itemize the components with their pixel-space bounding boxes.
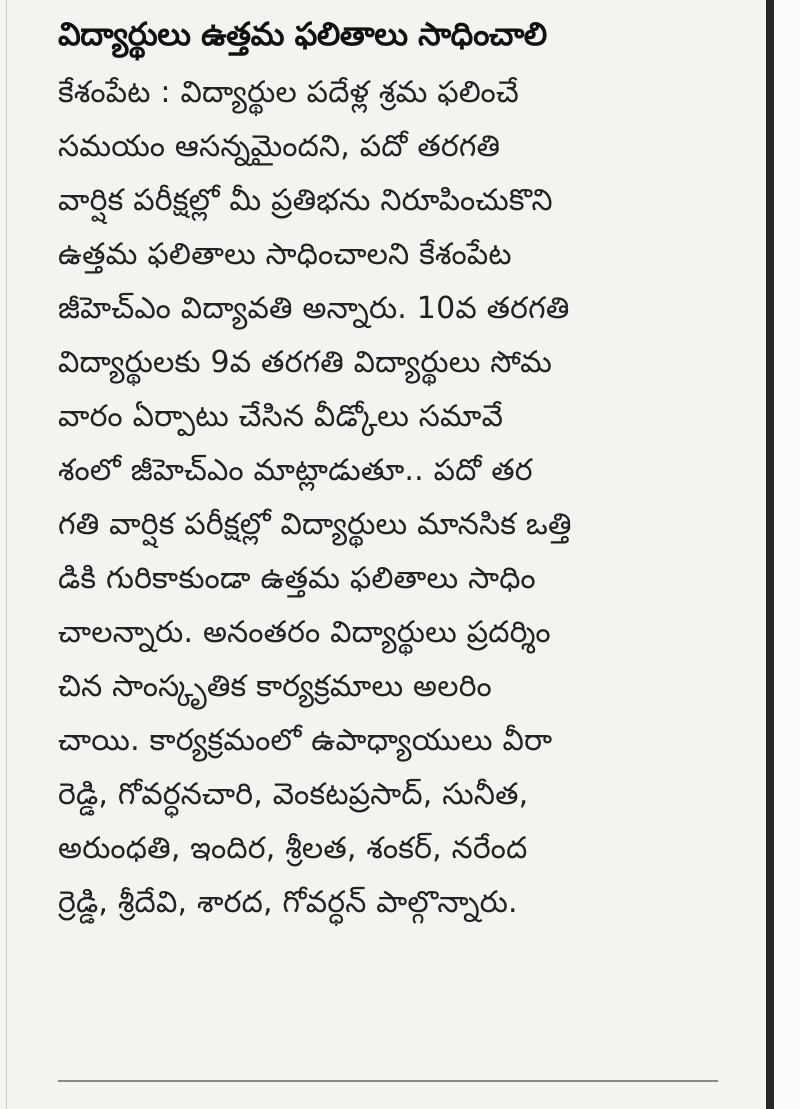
headline: విద్యార్థులు ఉత్తమ ఫలితాలు సాధించాలి	[58, 15, 547, 53]
article-line: వారం ఏర్పాటు చేసిన వీడ్కోలు సమావే	[58, 399, 504, 434]
article-line: చాయి. కార్యక్రమంలో ఉపాధ్యాయులు వీరా	[58, 723, 553, 758]
article-line: చాలన్నారు. అనంతరం విద్యార్థులు ప్రదర్శిం	[58, 615, 551, 650]
article-line: సమయం ఆసన్నమైందని, పదో తరగతి	[58, 129, 501, 164]
article-line: ఉత్తమ ఫలితాలు సాధించాలని కేశంపేట	[58, 237, 512, 272]
column-rule	[766, 0, 774, 1109]
bottom-rule	[58, 1080, 718, 1082]
article-line: వార్షిక పరీక్షల్లో మీ ప్రతిభను నిరూపించుకొని	[58, 183, 553, 218]
article-line: గతి వార్షిక పరీక్షల్లో విద్యార్థులు మానసిక ఒత్తి	[58, 507, 572, 542]
left-border	[6, 0, 7, 1109]
article-body	[58, 66, 748, 930]
article-line: కేశంపేట : విద్యార్థుల పదేళ్ల శ్రమ ఫలించే	[58, 75, 519, 110]
article-line: డికి గురికాకుండా ఉత్తమ ఫలితాలు సాధిం	[58, 561, 536, 596]
article-line: చిన సాంస్కృతిక కార్యక్రమాలు అలరిం	[58, 669, 492, 704]
article-line: అరుంధతి, ఇందిర, శ్రీలత, శంకర్, నరేంద	[58, 831, 528, 866]
article-line: శంలో జీహెచ్ఎం మాట్లాడుతూ.. పదో తర	[58, 453, 533, 488]
article-line: ర్రెడ్డి, శ్రీదేవి, శారద, గోవర్ధన్ పాల్గొన్నారు.	[58, 885, 518, 920]
article-line: జీహెచ్ఎం విద్యావతి అన్నారు. 10వ తరగతి	[58, 291, 570, 326]
article-line: విద్యార్థులకు 9వ తరగతి విద్యార్థులు సోమ	[58, 345, 553, 380]
article-line: రెడ్డి, గోవర్ధనచారి, వెంకటప్రసాద్, సునీత,	[58, 777, 529, 812]
page-edge	[774, 0, 800, 1109]
